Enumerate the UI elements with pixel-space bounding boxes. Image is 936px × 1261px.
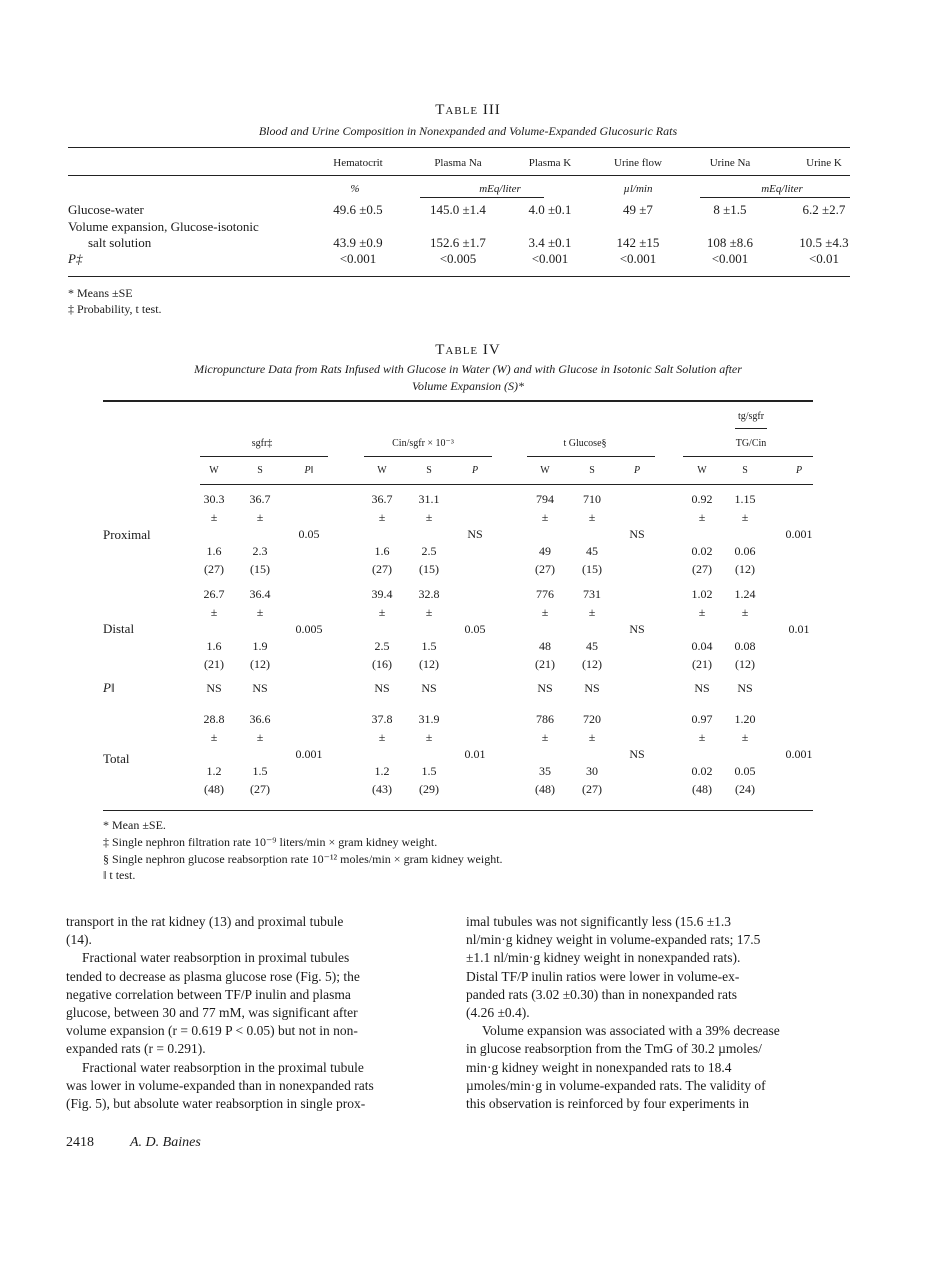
- t3-cell: 3.4 ±0.1: [528, 235, 572, 250]
- t3-cell: 152.6 ±1.7: [430, 235, 486, 250]
- t4-cell-s: (29): [419, 782, 439, 796]
- t4-p-row-label: P‖: [103, 680, 115, 695]
- t4-cell-s: ±: [588, 510, 596, 524]
- t3-cell: <0.001: [619, 251, 657, 266]
- t4-cell-s: (12): [735, 562, 755, 576]
- t4-cell-w: (27): [204, 562, 224, 576]
- t4-cell-p: 0.01: [464, 747, 486, 761]
- t4-footnote: ‖ t test.: [103, 868, 136, 882]
- t4-cell-s: 2.5: [421, 544, 437, 558]
- body-line: µmoles/min·g in volume-expanded rats. The validity of: [466, 1077, 766, 1093]
- t3-cell: <0.005: [439, 251, 477, 266]
- body-line: negative correlation between TF/P inulin and plasma: [66, 986, 351, 1002]
- body-line: (14).: [66, 932, 92, 948]
- table3-bottom-rule: [68, 276, 850, 277]
- t4-section-distal: Distal: [103, 621, 135, 636]
- t4-subhead: P: [633, 465, 641, 476]
- t4-cell-w: 28.8: [203, 712, 225, 726]
- table3-top-rule: [68, 147, 850, 148]
- t3-row1-label: Glucose-water: [68, 202, 144, 217]
- t4-cell-s: 1.5: [421, 764, 437, 778]
- t4-p-row-value: NS: [694, 681, 710, 695]
- t4-cell-w: (27): [372, 562, 392, 576]
- t4-cell-w: 0.02: [691, 544, 713, 558]
- t3-cell: 142 ±15: [616, 235, 660, 250]
- t3-unit-rule-urine: [700, 197, 850, 198]
- t4-cell-s: ±: [741, 730, 749, 744]
- t3-unit-plasma: mEq/liter: [479, 183, 521, 195]
- t4-cell-w: 0.02: [691, 764, 713, 778]
- t4-cell-w: (48): [204, 782, 224, 796]
- page-number: 2418: [66, 1135, 94, 1150]
- t3-unit-rule-plasma: [420, 197, 544, 198]
- t3-col-urine-na: Urine Na: [709, 157, 751, 169]
- t3-cell: <0.001: [339, 251, 377, 266]
- body-line: min·g kidney weight in nonexpanded rats to 18.4: [466, 1059, 732, 1075]
- body-line: this observation is reinforced by four experiments in: [466, 1096, 750, 1112]
- t4-cell-w: 30.3: [203, 492, 225, 506]
- t4-cell-w: ±: [541, 605, 549, 619]
- t4-subhead: W: [540, 465, 550, 476]
- t4-cell-w: ±: [378, 605, 386, 619]
- t4-p-row-value: NS: [537, 681, 553, 695]
- table3-title: Table III: [435, 102, 501, 118]
- t4-cell-s: 710: [583, 492, 601, 506]
- t4-cell-s: ±: [425, 605, 433, 619]
- t4-cell-s: 45: [586, 639, 598, 653]
- t4-cell-s: ±: [256, 730, 264, 744]
- t4-cell-w: ±: [698, 730, 706, 744]
- t4-group-tglucose: t Glucose§: [563, 438, 607, 449]
- t4-cell-s: (12): [250, 657, 270, 671]
- t4-cell-w: (27): [535, 562, 555, 576]
- t4-cell-s: 0.08: [734, 639, 756, 653]
- t4-p-row-value: NS: [206, 681, 222, 695]
- t3-row3-label: P‡: [68, 251, 83, 266]
- t3-col-urine-k: Urine K: [806, 157, 842, 169]
- body-line: (Fig. 5), but absolute water reabsorption in single prox-: [66, 1096, 366, 1112]
- t4-p-row-value: NS: [374, 681, 390, 695]
- t4-subhead: S: [257, 465, 263, 476]
- t4-cell-p: NS: [467, 527, 483, 541]
- t3-row2-label: Volume expansion, Glucose-isotonic: [68, 219, 259, 234]
- t4-cell-w: 1.6: [374, 544, 390, 558]
- t3-col-plasma-na: Plasma Na: [434, 157, 482, 169]
- t4-cell-w: ±: [541, 730, 549, 744]
- body-line: Volume expansion was associated with a 39% decrease: [482, 1023, 780, 1039]
- body-line: transport in the rat kidney (13) and proximal tubule: [66, 914, 344, 929]
- t4-cell-p: 0.005: [295, 622, 323, 636]
- t4-cell-w: (21): [535, 657, 555, 671]
- t4-cell-s: 731: [583, 587, 601, 601]
- body-line: in glucose reabsorption from the TmG of 30.2 µmoles/: [466, 1041, 762, 1057]
- t4-cell-s: 30: [586, 764, 598, 778]
- t4-cell-s: 36.4: [249, 587, 271, 601]
- t4-cell-s: 2.3: [252, 544, 268, 558]
- body-line: was lower in volume-expanded than in nonexpanded rats: [66, 1077, 374, 1093]
- t4-cell-w: 37.8: [371, 712, 393, 726]
- t3-unit-urine: mEq/liter: [761, 183, 803, 195]
- t4-cell-w: (27): [692, 562, 712, 576]
- t4-cell-p: NS: [629, 747, 645, 761]
- t4-cell-w: 39.4: [371, 587, 393, 601]
- t4-cell-w: 1.02: [691, 587, 713, 601]
- body-line: Fractional water reabsorption in proximal tubules: [82, 950, 350, 966]
- t3-footnote: ‡ Probability, t test.: [68, 302, 162, 316]
- t3-footnote: * Means ±SE: [68, 286, 133, 300]
- t4-cell-w: ±: [378, 730, 386, 744]
- table3-header-rule: [68, 175, 850, 176]
- t4-group-rule: [200, 456, 328, 457]
- t4-cell-s: (27): [582, 782, 602, 796]
- body-line: tended to decrease as plasma glucose rose (Fig. 5); the: [66, 968, 360, 984]
- t3-row2-label-cont: salt solution: [88, 235, 152, 250]
- t4-cell-s: 1.20: [734, 712, 756, 726]
- t4-cell-w: 0.97: [691, 712, 713, 726]
- t4-cell-w: ±: [698, 510, 706, 524]
- t4-cell-w: ±: [210, 730, 218, 744]
- t4-group-tgcin: TG/Cin: [735, 438, 767, 449]
- t3-col-hematocrit: Hematocrit: [333, 157, 383, 169]
- t4-cell-s: ±: [256, 605, 264, 619]
- t4-cell-w: (48): [535, 782, 555, 796]
- running-author: A. D. Baines: [130, 1135, 201, 1150]
- body-line: expanded rats (r = 0.291).: [66, 1041, 206, 1057]
- t4-cell-s: 36.6: [249, 712, 271, 726]
- t4-cell-s: 1.9: [252, 639, 268, 653]
- t4-subhead: P: [471, 465, 479, 476]
- t4-cell-s: ±: [425, 510, 433, 524]
- t4-cell-w: 1.2: [374, 764, 390, 778]
- t4-cell-w: 26.7: [203, 587, 225, 601]
- t4-cell-w: 48: [539, 639, 551, 653]
- t4-cell-w: ±: [698, 605, 706, 619]
- table3-subtitle: Blood and Urine Composition in Nonexpanded and Volume-Expanded Glucosuric Rats: [258, 124, 678, 138]
- t4-cell-w: (21): [692, 657, 712, 671]
- t4-cell-w: 0.04: [691, 639, 713, 653]
- t4-subhead: S: [426, 465, 432, 476]
- table4-bottom-rule: [103, 810, 813, 811]
- t4-cell-s: (12): [735, 657, 755, 671]
- body-line: panded rats (3.02 ±0.30) than in nonexpanded rats: [466, 986, 737, 1002]
- t4-footnote: § Single nephron glucose reabsorption rate 10⁻¹² moles/min × gram kidney weight.: [103, 852, 503, 866]
- t4-cell-w: 0.92: [691, 492, 713, 506]
- t4-subhead: P: [795, 465, 803, 476]
- t4-cell-s: ±: [741, 510, 749, 524]
- t4-cell-p: NS: [629, 527, 645, 541]
- t4-cell-p: 0.05: [464, 622, 486, 636]
- body-left-column: [66, 913, 456, 1113]
- t4-group-sgfr: sgfr‡: [251, 438, 273, 449]
- t4-cell-s: 720: [583, 712, 601, 726]
- t4-cell-s: ±: [256, 510, 264, 524]
- t4-cell-s: (15): [582, 562, 602, 576]
- t3-cell: 4.0 ±0.1: [528, 202, 572, 217]
- t3-col-plasma-k: Plasma K: [528, 157, 572, 169]
- t4-cell-w: (16): [372, 657, 392, 671]
- t4-cell-s: 45: [586, 544, 598, 558]
- t4-cell-s: 1.5: [252, 764, 268, 778]
- t4-cell-w: 36.7: [371, 492, 393, 506]
- t4-cell-s: ±: [425, 730, 433, 744]
- t4-cell-s: (15): [250, 562, 270, 576]
- table4-subtitle: [100, 361, 836, 395]
- t4-cell-w: 1.6: [206, 544, 222, 558]
- t4-cell-s: (15): [419, 562, 439, 576]
- body-line: volume expansion (r = 0.619 P < 0.05) but not in non-: [66, 1023, 358, 1039]
- body-line: imal tubules was not significantly less (15.6 ±1.3: [466, 914, 732, 929]
- t3-cell: 145.0 ±1.4: [430, 202, 486, 217]
- t4-group-rule: [527, 456, 655, 457]
- t4-section-total: Total: [103, 751, 130, 766]
- t4-group-cin: Cin/sgfr × 10⁻³: [392, 438, 454, 449]
- t4-cell-w: (48): [692, 782, 712, 796]
- t3-cell: 49 ±7: [623, 202, 653, 217]
- t4-cell-w: ±: [210, 510, 218, 524]
- body-right-column: [466, 913, 848, 1113]
- t4-cell-w: 776: [536, 587, 554, 601]
- t4-subhead-rule: [200, 484, 813, 485]
- body-line: Fractional water reabsorption in the proximal tubule: [82, 1059, 364, 1075]
- t4-p-row-value: NS: [421, 681, 437, 695]
- t4-cell-w: 786: [536, 712, 554, 726]
- t4-subhead: W: [377, 465, 387, 476]
- body-line: glucose, between 30 and 77 mM, was significant after: [66, 1005, 358, 1021]
- t4-cell-s: 0.05: [734, 764, 756, 778]
- t4-subhead: S: [589, 465, 595, 476]
- table4-top-rule: [103, 400, 813, 402]
- t4-fraction-bar: [735, 428, 767, 429]
- t4-cell-w: (43): [372, 782, 392, 796]
- t4-group-rule: [683, 456, 813, 457]
- t4-cell-s: 31.1: [418, 492, 440, 506]
- t4-p-row-value: NS: [584, 681, 600, 695]
- t4-cell-p: 0.001: [785, 527, 813, 541]
- body-line: (4.26 ±0.4).: [466, 1005, 530, 1021]
- t3-cell: 10.5 ±4.3: [799, 235, 849, 250]
- t4-cell-w: 794: [536, 492, 554, 506]
- t4-cell-w: ±: [541, 510, 549, 524]
- t3-cell: <0.001: [531, 251, 569, 266]
- table4-subtitle-line1: Micropuncture Data from Rats Infused with Glucose in Water (W) and with Glucose in Isotonic Salt Solution after: [194, 362, 742, 376]
- t4-cell-w: (21): [204, 657, 224, 671]
- t4-cell-w: ±: [378, 510, 386, 524]
- t4-p-row-value: NS: [252, 681, 268, 695]
- body-line: nl/min·g kidney weight in volume-expanded rats; 17.5: [466, 932, 761, 948]
- t4-cell-w: 1.6: [206, 639, 222, 653]
- t4-cell-s: ±: [588, 605, 596, 619]
- body-line: Distal TF/P inulin ratios were lower in volume-ex-: [466, 968, 740, 984]
- t4-cell-s: 0.06: [734, 544, 756, 558]
- t3-cell: 43.9 ±0.9: [333, 235, 383, 250]
- t3-unit-flow: µl/min: [623, 183, 653, 195]
- t3-unit-hematocrit: %: [350, 183, 360, 195]
- body-line: ±1.1 nl/min·g kidney weight in nonexpanded rats).: [466, 950, 741, 966]
- t4-cell-s: (27): [250, 782, 270, 796]
- t3-cell: <0.01: [808, 251, 840, 266]
- t4-cell-s: (12): [582, 657, 602, 671]
- t4-cell-s: 32.8: [418, 587, 440, 601]
- t4-cell-s: ±: [741, 605, 749, 619]
- t4-cell-s: (24): [735, 782, 755, 796]
- t4-cell-p: 0.001: [295, 747, 323, 761]
- t4-subhead: W: [697, 465, 707, 476]
- t4-p-row-value: NS: [737, 681, 753, 695]
- t4-cell-s: 31.9: [418, 712, 440, 726]
- t3-cell: 49.6 ±0.5: [333, 202, 383, 217]
- t4-footnote: ‡ Single nephron filtration rate 10⁻⁹ liters/min × gram kidney weight.: [103, 835, 438, 849]
- t4-group4-top: tg/sgfr: [737, 411, 765, 422]
- t4-cell-s: (12): [419, 657, 439, 671]
- t4-cell-s: 36.7: [249, 492, 271, 506]
- t3-cell: <0.001: [711, 251, 749, 266]
- t4-cell-p: NS: [629, 622, 645, 636]
- t4-subhead: W: [209, 465, 219, 476]
- t3-cell: 6.2 ±2.7: [802, 202, 846, 217]
- table4-title: Table IV: [435, 342, 501, 358]
- t4-cell-w: 35: [539, 764, 551, 778]
- t3-col-urine-flow: Urine flow: [614, 157, 662, 169]
- t4-subhead: S: [742, 465, 748, 476]
- t4-cell-s: 1.24: [734, 587, 756, 601]
- t3-cell: 8 ±1.5: [713, 202, 747, 217]
- t4-cell-s: ±: [588, 730, 596, 744]
- t4-cell-p: 0.05: [298, 527, 320, 541]
- t4-cell-s: 1.15: [734, 492, 756, 506]
- t3-cell: 108 ±8.6: [706, 235, 754, 250]
- t4-section-proximal: Proximal: [103, 527, 151, 542]
- t4-group-rule: [364, 456, 492, 457]
- t4-cell-p: 0.001: [785, 747, 813, 761]
- t4-footnote: * Mean ±SE.: [103, 818, 166, 832]
- t4-cell-p: 0.01: [788, 622, 810, 636]
- t4-cell-w: 1.2: [206, 764, 222, 778]
- table4-subtitle-line2: Volume Expansion (S)*: [412, 379, 524, 393]
- t4-cell-w: 49: [539, 544, 551, 558]
- t4-cell-w: ±: [210, 605, 218, 619]
- t4-cell-s: 1.5: [421, 639, 437, 653]
- t4-cell-w: 2.5: [374, 639, 390, 653]
- t4-subhead: P‖: [304, 465, 314, 476]
